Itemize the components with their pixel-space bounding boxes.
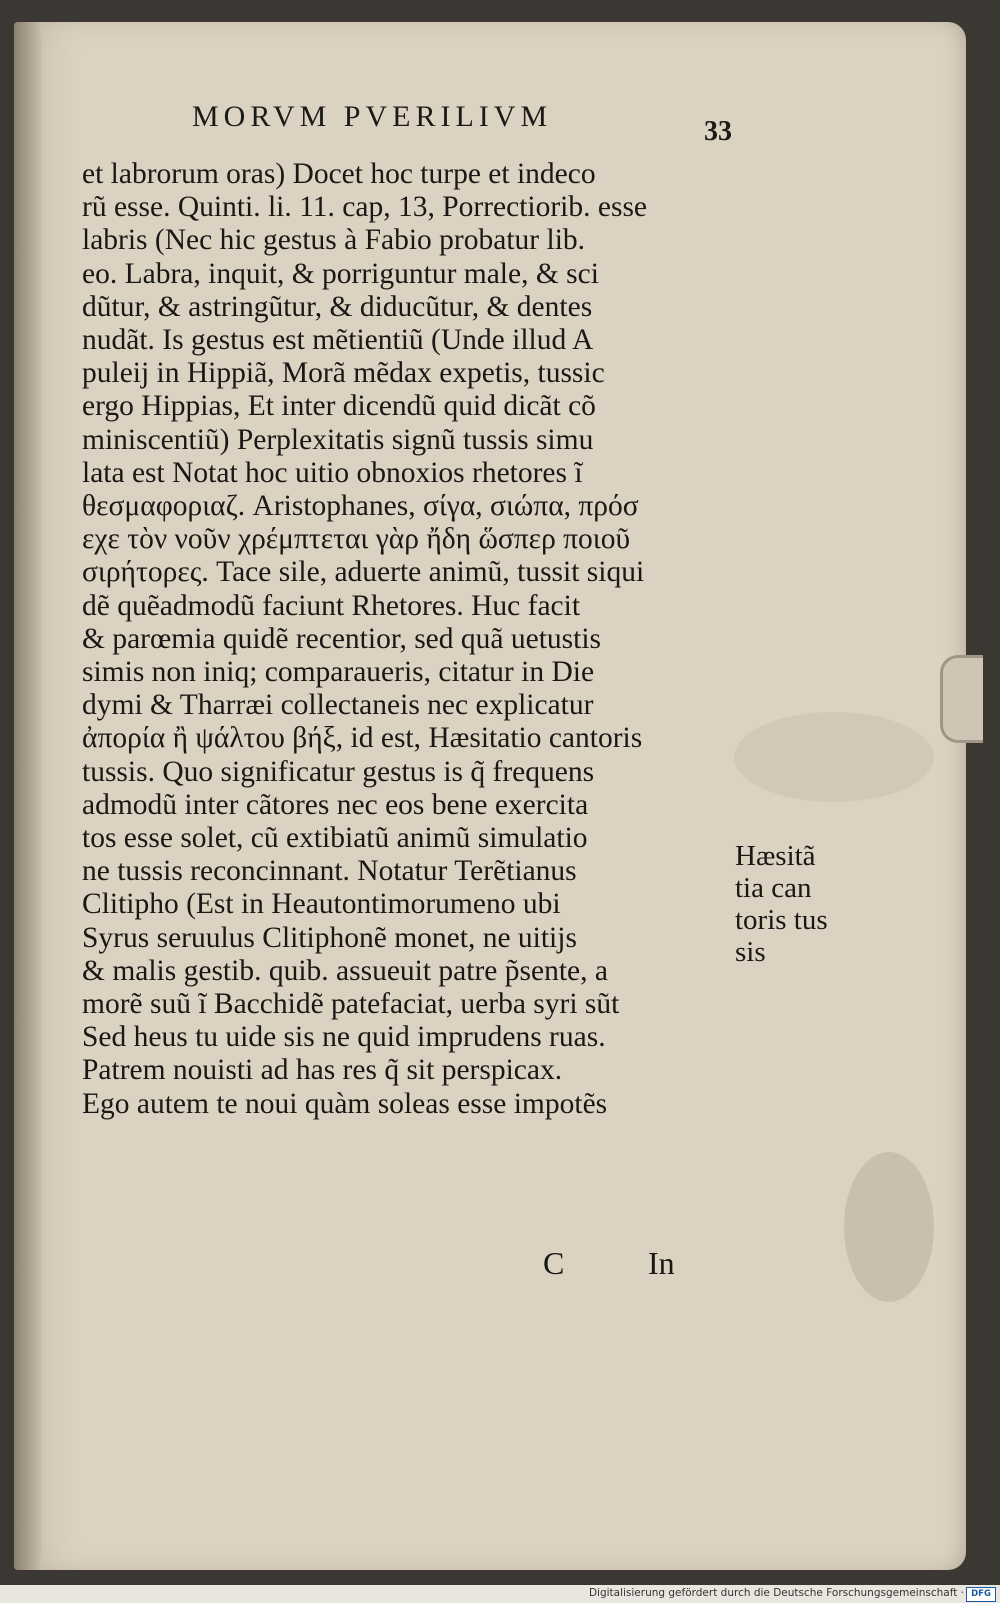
text-line: Ego autem te noui quàm soleas esse impotẽs <box>82 1087 608 1120</box>
text-line: Clitipho (Est in Heautontimorumeno ubi <box>82 888 561 921</box>
page-number: 33 <box>704 116 732 147</box>
clasp-tab <box>940 655 983 743</box>
text-line: et labrorum oras) Docet hoc turpe et indeco <box>82 158 596 190</box>
marginal-line: tia can <box>735 872 812 904</box>
text-line: tos esse solet, cũ extibiatũ animũ simulatio <box>82 822 588 855</box>
text-line: dẽ quẽadmodũ faciunt Rhetores. Huc facit <box>82 589 581 622</box>
page-gutter <box>14 22 42 1570</box>
text-line: lata est Notat hoc uitio obnoxios rhetores ĩ <box>82 456 583 489</box>
text-line: & parœmia quidẽ recentior, sed quã uetustis <box>82 622 602 655</box>
paper-stain <box>734 712 934 802</box>
text-line: & malis gestib. quib. assueuit patre p̃sente, a <box>82 954 608 987</box>
text-line: Sed heus tu uide sis ne quid imprudens ruas. <box>82 1021 606 1054</box>
text-line: morẽ suũ ĩ Bacchidẽ patefaciat, uerba syri sũt <box>82 988 620 1021</box>
running-title: MORVM PVERILIVM <box>192 100 553 133</box>
text-line: nudãt. Is gestus est mẽtientiũ (Unde illud A <box>82 324 594 357</box>
text-line: dymi & Tharræi collectaneis nec explicatur <box>82 689 594 722</box>
text-line: labris (Nec hic gestus à Fabio probatur lib. <box>82 224 586 257</box>
marginal-line: sis <box>735 936 766 968</box>
dfg-logo: DFG <box>966 1587 996 1602</box>
text-line: Patrem nouisti ad has res q̃ sit perspicax. <box>82 1054 563 1087</box>
marginal-line: Hæsitã <box>735 840 816 872</box>
marginal-note <box>735 840 845 968</box>
text-line: ergo Hippias, Et inter dicendũ quid dicãt cõ <box>82 390 596 423</box>
text-line: ne tussis reconcinnant. Notatur Terẽtianus <box>82 855 577 888</box>
main-text-block <box>82 158 742 1121</box>
paper-stain <box>844 1152 934 1302</box>
text-line: ἀπορία ἢ ψάλτου βήξ, id est, Hæsitatio cantoris <box>82 722 643 755</box>
text-line: σιρήτορες. Tace sile, aduerte animũ, tussit siqui <box>82 556 645 589</box>
text-line: puleij in Hippiã, Morã mẽdax expetis, tussic <box>82 357 605 390</box>
text-line: eo. Labra, inquit, & porriguntur male, & sci <box>82 257 599 290</box>
digitization-credit: Digitalisierung gefördert durch die Deutsche Forschungsgemeinschaft · <box>588 1587 964 1599</box>
text-line: simis non iniq; comparaueris, citatur in Die <box>82 656 595 689</box>
text-line: dũtur, & astringũtur, & diducũtur, & dentes <box>82 290 593 323</box>
text-line: admodũ inter cãtores nec eos bene exercita <box>82 788 589 821</box>
signature-mark: C <box>543 1245 565 1281</box>
text-line: rũ esse. Quinti. li. 11. cap, 13, Porrectiorib. esse <box>82 191 648 224</box>
marginal-line: toris tus <box>735 904 828 936</box>
text-line: θεσμαφοριαζ. Aristophanes, σίγα, σιώπα, πρόσ <box>82 490 639 523</box>
catchword: In <box>648 1245 675 1281</box>
text-line: tussis. Quo significatur gestus is q̃ frequens <box>82 755 595 788</box>
text-line: miniscentiũ) Perplexitatis signũ tussis simu <box>82 423 594 456</box>
text-line: εχε τὸν νοῦν χρέμπτεται γὰρ ἤδη ὥσπερ ποιοῦ <box>82 523 631 556</box>
text-line: Syrus seruulus Clitiphonẽ monet, ne uitijs <box>82 921 577 954</box>
